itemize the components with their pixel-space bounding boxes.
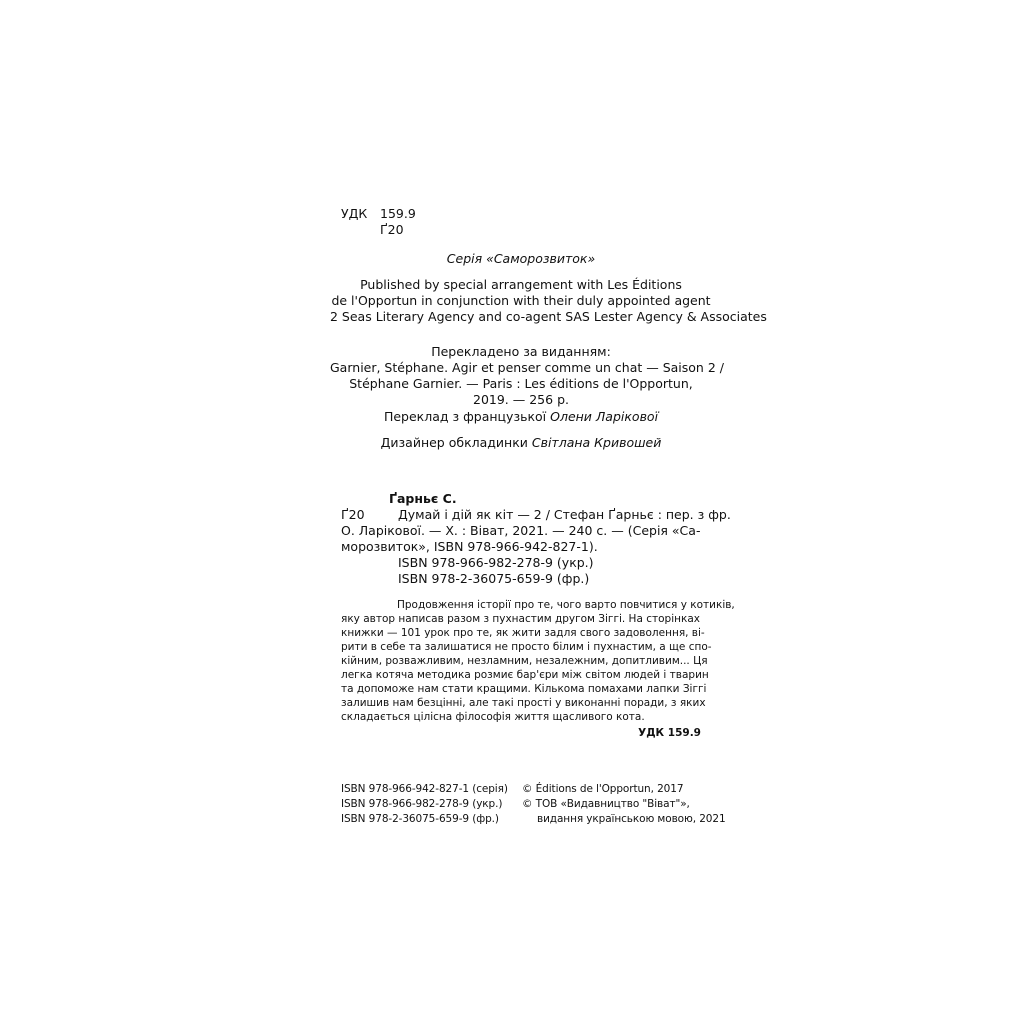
- catalog-line: О. Ларікової. — Х. : Віват, 2021. — 240 с. — (Серія «Са-: [341, 523, 701, 538]
- translation-prefix: Переклад з французької: [383, 409, 551, 424]
- udk-label: [341, 206, 367, 222]
- author-mark: Ґ20: [380, 222, 404, 237]
- annotation-line: кійним, розважливим, незламним, незалежним, допитливим... Ця: [341, 655, 708, 667]
- annotation-line: складається цілісна філософія життя щасливого кота.: [341, 711, 645, 723]
- catalog-line: Думай і дій як кіт — 2 / Стефан Ґарньє : пер. з фр.: [398, 507, 731, 522]
- catalog-line: морозвиток», ISBN 978-966-942-827-1).: [341, 539, 598, 554]
- udk-code: 159.9: [380, 206, 416, 221]
- catalog-mark: Ґ20: [341, 507, 365, 522]
- translator-name: Олени Ларікової: [550, 409, 659, 424]
- catalog-line: ISBN 978-2-36075-659-9 (фр.): [398, 571, 590, 586]
- original-edition: [330, 344, 724, 408]
- series-line: Серія «Саморозвиток»: [446, 251, 596, 266]
- original-edition-line: 2019. — 256 p.: [473, 392, 569, 407]
- annotation-line: Продовження історії про те, чого варто повчитися у котиків,: [397, 599, 735, 611]
- designer-name: Світлана Кривошей: [531, 435, 662, 450]
- original-edition-line: Garnier, Stéphane. Agir et penser comme un chat — Saison 2 /: [330, 360, 724, 375]
- cover-credit: [330, 435, 712, 451]
- catalog-continuation: [341, 523, 700, 555]
- isbn-line: ISBN 978-966-982-278-9 (укр.): [341, 798, 503, 810]
- udk-label-text: УДК: [341, 206, 368, 221]
- rights-line: Published by special arrangement with Les Éditions: [360, 277, 682, 292]
- isbn-line: ISBN 978-966-942-827-1 (серія): [341, 783, 508, 795]
- translation-credit: [330, 409, 712, 425]
- annotation-line: легка котяча методика розмиє бар'єри між світом людей і тварин: [341, 669, 709, 681]
- cover-credit-prefix: Дизайнер обкладинки: [380, 435, 532, 450]
- annotation: [341, 598, 735, 724]
- annotation-line: яку автор написав разом з пухнастим другом Зіггі. На сторінках: [341, 613, 700, 625]
- catalog-line: ISBN 978-966-982-278-9 (укр.): [398, 555, 594, 570]
- rights-notice: [330, 277, 767, 325]
- copyright-line: видання українською мовою, 2021: [537, 813, 726, 825]
- annotation-line: залишив нам безцінні, але такі прості у виконанні поради, з яких: [341, 697, 706, 709]
- annotation-line: книжки — 101 урок про те, як жити задля свого задоволення, ві-: [341, 627, 705, 639]
- original-edition-line: Stéphane Garnier. — Paris : Les éditions de l'Opportun,: [349, 376, 693, 391]
- copyright-line: © Éditions de l'Opportun, 2017: [522, 783, 684, 795]
- annotation-line: рити в себе та залишатися не просто білим і пухнастим, а ще спо-: [341, 641, 712, 653]
- catalog-isbn-list: [398, 555, 594, 587]
- catalog-entry: [398, 507, 731, 523]
- copyrights: [522, 782, 726, 827]
- original-edition-heading: Перекладено за виданням:: [431, 344, 611, 359]
- isbn-list: [341, 782, 508, 827]
- catalog-author: Ґарньє С.: [389, 491, 457, 506]
- rights-line: 2 Seas Literary Agency and co-agent SAS Lester Agency & Associates: [330, 309, 767, 324]
- rights-line: de l'Opportun in conjunction with their duly appointed agent: [331, 293, 711, 308]
- isbn-line: ISBN 978-2-36075-659-9 (фр.): [341, 813, 499, 825]
- udk-footer: УДК 159.9: [638, 727, 701, 739]
- annotation-line: та допоможе нам стати кращими. Кількома помахами лапки Зіггі: [341, 683, 707, 695]
- copyright-line: © ТОВ «Видавництво "Віват"»,: [522, 798, 690, 810]
